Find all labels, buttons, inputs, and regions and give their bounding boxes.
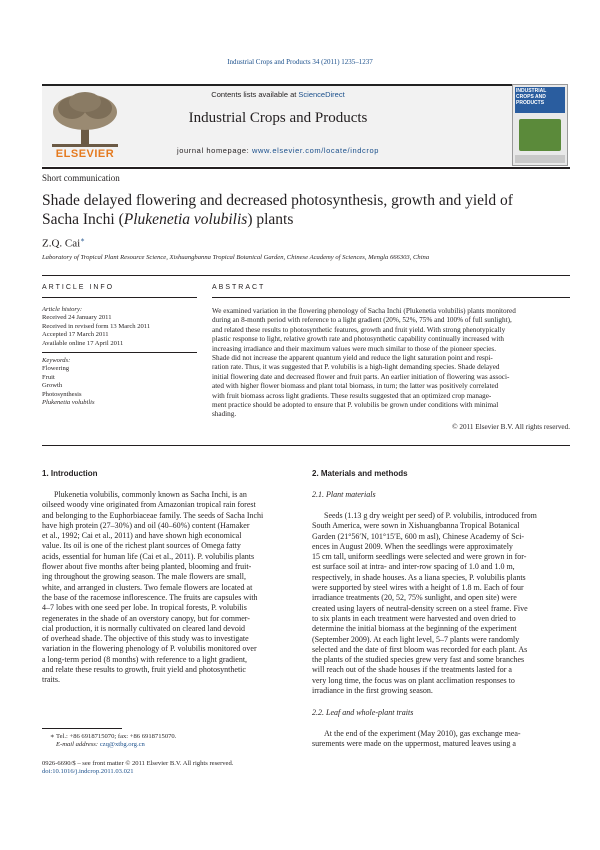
journal-citation[interactable]: Industrial Crops and Products 34 (2011) 1235–1237 <box>227 58 373 66</box>
homepage-prefix: journal homepage: <box>177 146 250 155</box>
article-title <box>42 191 572 229</box>
intro-line: variation in the flowering phenology of P. volubilis monitored over <box>42 644 257 654</box>
contents-prefix: Contents lists available at <box>211 90 297 99</box>
contents-line <box>128 90 428 99</box>
footnote-rule <box>42 728 122 729</box>
article-history <box>42 306 202 348</box>
footnote-contact: ∗ Tel.: +86 6918715070; fax: +86 6918715070. <box>50 733 177 740</box>
intro-line: white, and arranged in clusters. Two female flowers are located at <box>42 582 253 592</box>
abstract-heading: ABSTRACT <box>212 284 266 291</box>
methods-body <box>312 511 570 696</box>
intro-body <box>42 490 300 686</box>
footnote-email: E-mail address: czq@xtbg.org.cn <box>56 741 145 749</box>
abstract-line: plastic response to light, relative growth rate and photosynthetic capability continually increased with <box>212 335 505 344</box>
history-label: Article history: <box>42 306 83 313</box>
abstract-line: increasing irradiance and their maximum values were much similar to those of the pioneer species. <box>212 344 497 353</box>
methods-line: surements were made on the uppermost, matured leaves using a <box>312 739 516 749</box>
front-matter <box>42 760 342 777</box>
keyword: Photosynthesis <box>42 390 82 398</box>
intro-line: regenerates in the shade of an overstory canopy, but for commer- <box>42 613 250 623</box>
divider-bottom <box>42 445 570 446</box>
email-link[interactable]: czq@xtbg.org.cn <box>99 741 145 749</box>
intro-line: of overhead shade. The objective of this study was to investigate <box>42 634 249 644</box>
keyword: Plukenetia volubilis <box>42 399 95 407</box>
keyword: Growth <box>42 382 63 390</box>
article-type: Short communication <box>42 173 120 183</box>
masthead-rule <box>42 167 570 169</box>
methods-line: Seeds (1.13 g dry weight per seed) of P. volubilis, introduced from <box>324 511 537 520</box>
copyright: © 2011 Elsevier B.V. All rights reserved. <box>452 423 570 431</box>
subsection-leaf-traits: 2.2. Leaf and whole-plant traits <box>312 708 414 717</box>
methods-line: Garden (21°56′N, 101°15′E, 600 m asl), Chinese Academy of Sci- <box>312 531 525 541</box>
sciencedirect-link[interactable]: ScienceDirect <box>298 90 345 99</box>
abstract-line: ration rate. Thus, it was suggested that P. volubilis is a high-light demanding species. Shade delayed <box>212 363 500 372</box>
keywords-rule <box>42 352 197 353</box>
methods-line: to six plants in each treatment were harvested and oven dried to <box>312 613 516 623</box>
abstract-rule <box>212 297 570 298</box>
author-mark[interactable]: ∗ <box>80 236 85 244</box>
intro-line: value. Its oil is one of the richest plant sources of Omega fatty <box>42 541 241 551</box>
methods-line: 15 cm tall, uniform seedlings were selected and were grown in for- <box>312 552 527 562</box>
abstract-line: during an 8-month period with reference to a light gradient (20%, 52%, 75% and 100% of full sunlight), <box>212 316 512 325</box>
intro-line: cial production, it is normally cultivated on cleared land devoid <box>42 623 246 633</box>
methods-line: selected and the date of first bloom was recorded for each plant. As <box>312 644 528 654</box>
history-online: Available online 17 April 2011 <box>42 339 124 347</box>
keyword: Fruit <box>42 373 55 381</box>
methods-line: irradiance treatments (20, 52, 75% sunlight, and open site) were <box>312 593 517 603</box>
article-info-rule <box>42 297 197 298</box>
elsevier-wordmark: ELSEVIER <box>55 148 115 160</box>
methods-line: very long time, the focus was on plant acclimation responses to <box>312 675 515 685</box>
methods-line: were supported by steel wires with a height of 1.8 m. Each of four <box>312 583 524 593</box>
elsevier-logo[interactable] <box>42 86 128 164</box>
abstract-line: shading. <box>212 410 237 419</box>
methods-line: (September 2009). At each light level, 5–7 plants were randomly <box>312 634 520 644</box>
abstract-text <box>212 307 570 420</box>
tree-icon <box>48 90 122 148</box>
subsection-plant-materials: 2.1. Plant materials <box>312 490 376 499</box>
methods-heading: 2. Materials and methods <box>312 469 408 478</box>
title-line-1: Shade delayed flowering and decreased photosynthesis, growth and yield of <box>42 192 513 209</box>
abstract-line: initial flowering date and decreased flower and fruit parts. An earlier initiation of flowering was associ- <box>212 372 510 381</box>
intro-line: Plukenetia volubilis, commonly known as Sacha Inchi, is an <box>54 490 247 499</box>
intro-line: have high protein (27–30%) and oil (40–60%) content (Hamaker <box>42 520 250 530</box>
methods-line: South America, were sown in Xishuangbanna Tropical Botanical <box>312 521 520 531</box>
divider-top <box>42 275 570 276</box>
journal-cover[interactable] <box>512 84 568 166</box>
abstract-line: with fruit biomass across light gradients. These results suggested that an optimized crop manage- <box>212 391 492 400</box>
cover-image <box>519 119 561 151</box>
history-received: Received 24 January 2011 <box>42 314 112 322</box>
intro-line: et al., 1992; Cai et al., 2011) and have shown high economical <box>42 531 242 541</box>
intro-line: the base of the racemose inflorescence. The fruits are capsules with <box>42 592 258 602</box>
issn-line: 0926-6690/$ – see front matter © 2011 Elsevier B.V. All rights reserved. <box>42 760 234 767</box>
intro-line: and belonging to the Euphorbiaceae family. The seeds of Sacha Inchi <box>42 510 264 520</box>
intro-line: flower about five months after being planted, blooming and fruit- <box>42 562 252 572</box>
doi-link[interactable]: doi:10.1016/j.indcrop.2011.03.021 <box>42 768 134 776</box>
footnote <box>50 733 300 750</box>
methods-line: determine the initial biomass at the beginning of the experiment <box>312 624 517 634</box>
methods-line: ences in August 2009. When the seedlings were approximately <box>312 541 513 551</box>
keywords-label: Keywords: <box>42 357 71 364</box>
methods-line: the plants of the studied species grew very fast and some branches <box>312 655 525 665</box>
homepage-link[interactable]: www.elsevier.com/locate/indcrop <box>252 146 379 155</box>
abstract-line: and related these results to photosynthetic features, growth and fruit yield. With strong phenotypically <box>212 325 506 334</box>
cover-footer <box>515 155 565 163</box>
intro-line: traits. <box>42 675 60 685</box>
abstract-line: We examined variation in the flowering phenology of Sacha Inchi (Plukenetia volubilis) plants monitored <box>212 307 516 315</box>
methods-line: est surface soil at intra- and inter-row spacing of 1.0 and 1.0 m, <box>312 562 515 572</box>
journal-homepage <box>128 146 428 155</box>
methods-line: At the end of the experiment (May 2010), gas exchange mea- <box>324 729 521 738</box>
keyword: Flowering <box>42 365 70 373</box>
intro-line: oilseed woody vine originated from Amazonian tropical rain forest <box>42 500 256 510</box>
keywords <box>42 357 202 407</box>
cover-title: INDUSTRIAL CROPS AND PRODUCTS <box>516 88 547 106</box>
methods-line: irradiance in the first growing season. <box>312 686 433 696</box>
intro-heading: 1. Introduction <box>42 469 98 478</box>
article-info-heading: ARTICLE INFO <box>42 284 115 291</box>
intro-line: 4–7 lobes with one seed per lobe. In tropical forests, P. volubilis <box>42 603 247 613</box>
methods-line: respectively, in shade houses. As a liana species, P. volubilis plants <box>312 572 526 582</box>
intro-line: a long-term period (8 months) with reference to a light gradient, <box>42 654 248 664</box>
intro-line: ing throughout the growing season. The male flowers are small, <box>42 572 247 582</box>
abstract-line: Shade did not increase the apparent quantum yield and reduce the light saturation point and respi- <box>212 354 493 363</box>
intro-line: and relate these results to growth, fruit yield and photosynthetic <box>42 665 246 675</box>
journal-title[interactable]: Industrial Crops and Products <box>188 110 368 126</box>
methods-line: will reach out of the shade houses if the treatments lasted for a <box>312 665 512 675</box>
author-name[interactable]: Z.Q. Cai∗ <box>42 236 85 250</box>
abstract-line: ated with higher flower biomass and plant total biomass, in turn; the latter was positively correlated <box>212 382 499 391</box>
affiliation: Laboratory of Tropical Plant Resource Science, Xishuangbanna Tropical Botanical Garden, Chinese Academy of Sciences, Mengla 666303, China <box>42 254 430 261</box>
title-line-2: Sacha Inchi (Plukenetia volubilis) plants <box>42 211 294 228</box>
abstract-line: ment practice should be adopted to ensure that P. volubilis be grown under conditions with minimal <box>212 401 499 410</box>
history-accepted: Accepted 17 March 2011 <box>42 331 109 339</box>
intro-line: acids, essential for human life (Cai et al., 2011). P. volubilis plants <box>42 551 255 561</box>
history-revised: Received in revised form 13 March 2011 <box>42 322 151 330</box>
methods-line: created using layers of neutral-density screen on a steel frame. Five <box>312 603 528 613</box>
methods-body-2 <box>312 729 570 750</box>
